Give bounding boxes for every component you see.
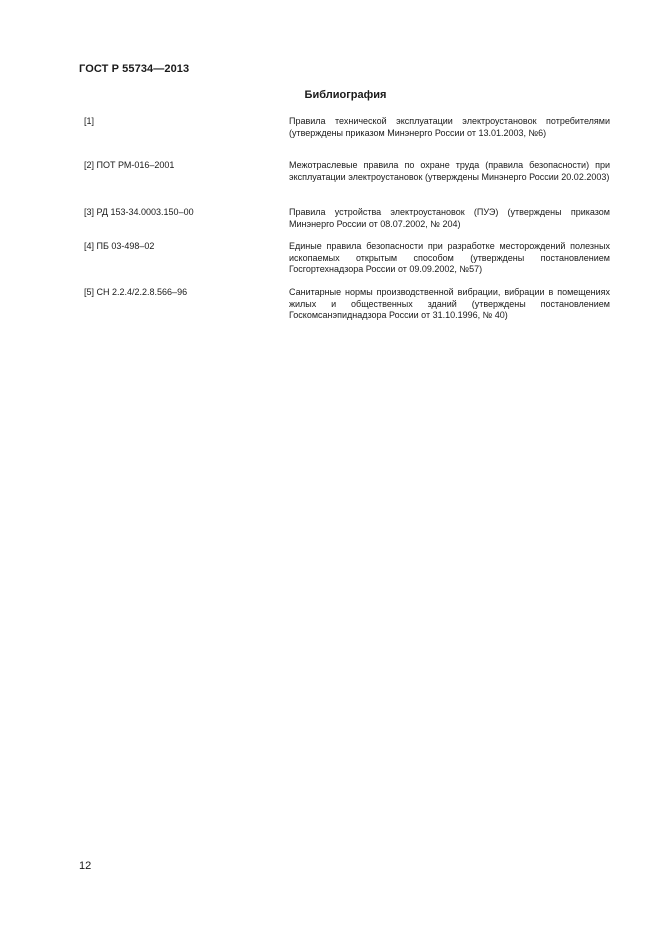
bibliography-text: Правила технической эксплуатации электроустановок потребителями (утверждены приказом Минэнерго России от 13.01.2003, №6) xyxy=(289,116,610,138)
bibliography-ref: [3] РД 153-34.0003.150–00 xyxy=(84,207,194,217)
bibliography-text: Единые правила безопасности при разработке месторождений полезных ископаемых открытым способом (утверждены постановлением Госгортехнадзора России от 09.09.2002, №57) xyxy=(289,241,610,274)
bibliography-ref: [4] ПБ 03-498–02 xyxy=(84,241,155,251)
bibliography-text: Санитарные нормы производственной вибрации, вибрации в помещениях жилых и общественных зданий (утверждены постановлением Госкомсанэпиднадзора России от 31.10.1996, № 40) xyxy=(289,287,610,320)
bibliography-ref: [2] ПОТ РМ-016–2001 xyxy=(84,160,175,170)
bibliography-text: Правила устройства электроустановок (ПУЭ) (утверждены приказом Минэнерго России от 08.07.2002, № 204) xyxy=(289,207,610,229)
page-number: 12 xyxy=(79,860,92,872)
bibliography-ref: [5] СН 2.2.4/2.2.8.566–96 xyxy=(84,287,188,297)
bibliography-text: Межотраслевые правила по охране труда (правила безопасности) при эксплуатации электроустановок (утверждены Минэнерго России 20.02.2003) xyxy=(289,160,610,182)
bibliography-title: Библиография xyxy=(304,89,387,101)
bibliography-ref: [1] xyxy=(84,116,95,126)
standard-designation: ГОСТ Р 55734—2013 xyxy=(79,63,190,75)
